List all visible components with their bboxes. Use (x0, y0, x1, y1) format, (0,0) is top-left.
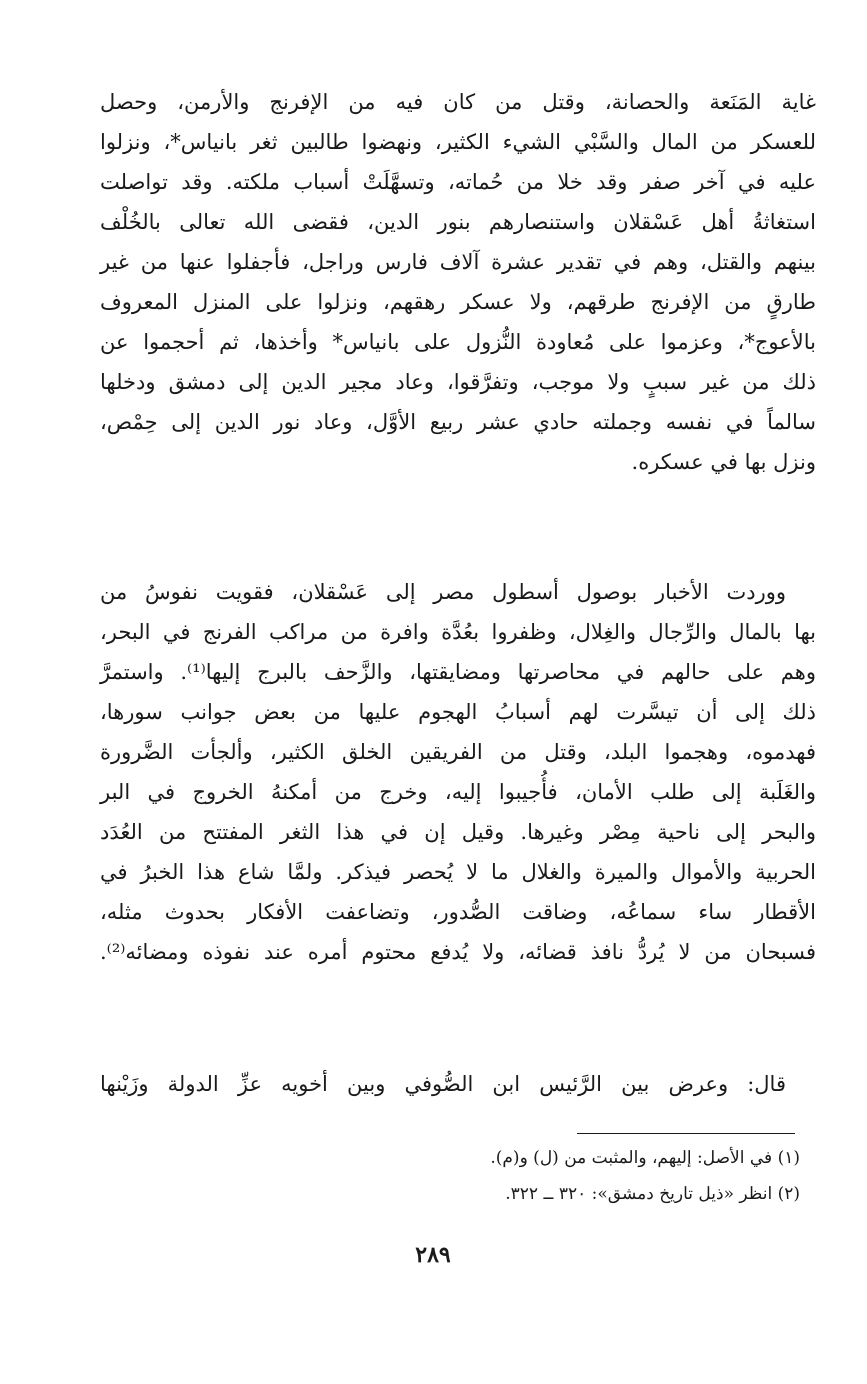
text-line: الأقطار ساء سماعُه، وضاقت الصُّدور، وتضاعفت الأفكار بحدوث مثله، (100, 900, 816, 924)
paragraph-3 (100, 1064, 816, 1104)
footnote-1: (١) في الأصل: إليهم، والمثبت من (ل) و(م). (490, 1148, 800, 1168)
text-line: والبحر إلى ناحية مِصْر وغيرها. وقيل إن في هذا الثغر المفتتح من العُدَد (100, 820, 816, 844)
text-line: غاية المَنَعة والحصانة، وقتل من كان فيه من الإفرنج والأرمن، وحصل (100, 90, 816, 114)
text-line: عليه في آخر صفر وقد خلا من حُماته، وتسهَّلَتْ أسباب ملكته. وقد تواصلت (100, 170, 816, 194)
text-line: بينهم والقتل، وهم في تقدير عشرة آلاف فارس وراجل، فأجفلوا عنها من غير (100, 250, 816, 274)
text-line: طارقٍ من الإفرنج طرقهم، ولا عسكر رهقهم، ونزلوا على المنزل المعروف (100, 290, 816, 314)
text-line: ذلك من غير سببٍ ولا موجب، وتفرَّقوا، وعاد مجير الدين إلى دمشق ودخلها (100, 370, 816, 394)
text-line: فسبحان من لا يُردُّ نافذ قضائه، ولا يُدفع محتوم أمره عند نفوذه ومضائه⁽²⁾. (100, 940, 816, 964)
text-line: وهم على حالهم في محاصرتها ومضايقتها، والزَّحف بالبرج إليها⁽¹⁾. واستمرَّ (100, 660, 816, 684)
text-line: ذلك إلى أن تيسَّرت لهم أسبابُ الهجوم عليها من بعض جوانب سورها، (100, 700, 816, 724)
text-line: للعسكر من المال والسَّبْي الشيء الكثير، ونهضوا طالبين ثغر بانياس*، ونزلوا (100, 130, 816, 154)
text-line: الحربية والأموال والميرة والغلال ما لا يُحصر فيذكر. ولمَّا شاع هذا الخبرُ في (100, 860, 816, 884)
text-line: فهدموه، وهجموا البلد، وقتل من الفريقين الخلق الكثير، وألجأت الضَّرورة (100, 740, 816, 764)
text-line: ووردت الأخبار بوصول أسطول مصر إلى عَسْقلان، فقويت نفوسُ من (100, 580, 786, 604)
text-line: قال: وعرض بين الرَّئيس ابن الصُّوفي وبين أخويه عزِّ الدولة وزَيْنها (100, 1072, 786, 1096)
text-line: بالأعوج*، وعزموا على مُعاودة النُّزول على بانياس* وأخذها، ثم أحجموا عن (100, 330, 816, 354)
paragraph-2 (100, 572, 816, 972)
text-line: سالماً في نفسه وجملته حادي عشر ربيع الأوَّل، وعاد نور الدين إلى حِمْص، (100, 410, 816, 434)
text-line: بها بالمال والرِّجال والغِلال، وظفروا بعُدَّة وافرة من مراكب الفرنج في البحر، (100, 620, 816, 644)
footnote-2: (٢) انظر «ذيل تاريخ دمشق»: ٣٢٠ ــ ٣٢٢. (505, 1184, 800, 1204)
footnote-divider (577, 1133, 795, 1134)
text-line: والغَلَبة إلى طلب الأمان، فأُجيبوا إليه، وخرج من أمكنهُ الخروج في البر (100, 780, 816, 804)
page-number: ٢٨٩ (415, 1242, 451, 1268)
text-line: ونزل بها في عسكره. (631, 450, 816, 474)
paragraph-1 (100, 82, 816, 482)
text-line: استغاثةُ أهل عَسْقلان واستنصارهم بنور الدين، فقضى الله تعالى بالخُلْف (100, 210, 816, 234)
footnotes (300, 1140, 800, 1212)
